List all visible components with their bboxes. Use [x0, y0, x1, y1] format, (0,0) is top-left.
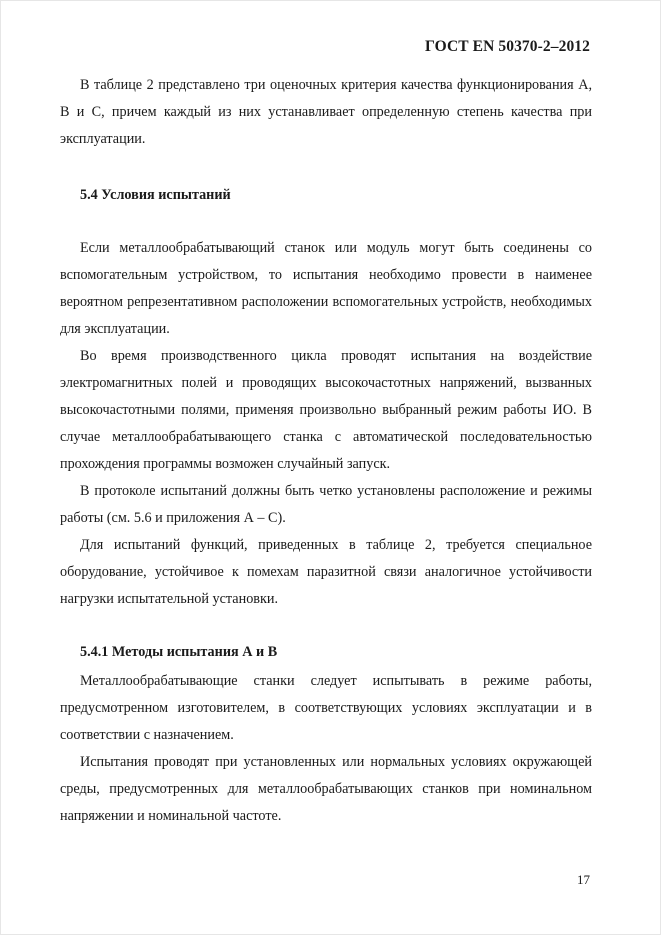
- paragraph-auxiliary-devices: Если металлообрабатывающий станок или модуль могут быть соединены со вспомогательным устройством, то испытания необходимо провести в наименее вероятном репрезентативном расположении вспомогательных устройств, необходимых для эксплуатации.: [60, 240, 592, 337]
- paragraph-special-equipment: Для испытаний функций, приведенных в таблице 2, требуется специальное оборудование, устойчивое к помехам паразитной связи аналогичное устойчивости нагрузки испытательной установки.: [60, 537, 592, 607]
- page-number: 17: [577, 872, 590, 887]
- section-5-4-body: [60, 235, 592, 613]
- intro-block: [60, 72, 592, 153]
- paragraph-environment-conditions: Испытания проводят при установленных или нормальных условиях окружающей среды, предусмотренных для металлообрабатывающих станков при номинальном напряжении и номинальной частоте.: [60, 754, 592, 824]
- paragraph-test-report: В протоколе испытаний должны быть четко установлены расположение и режимы работы (см. 5.6 и приложения А – С).: [60, 483, 592, 526]
- paragraph-operating-mode: Металлообрабатывающие станки следует испытывать в режиме работы, предусмотренном изготовителем, в соответствующих условиях эксплуатации и в соответствии с назначением.: [60, 673, 592, 743]
- section-5-4-heading: 5.4 Условия испытаний: [80, 187, 231, 203]
- intro-paragraph: В таблице 2 представлено три оценочных критерия качества функционирования А, В и С, причем каждый из них устанавливает определенную степень качества при эксплуатации.: [60, 77, 592, 147]
- paragraph-production-cycle: Во время производственного цикла проводят испытания на воздействие электромагнитных полей и проводящих высокочастотных напряжений, вызванных высокочастотными полями, применяя произвольно выбранный режим работы ИО. В случае металлообрабатывающего станка с автоматической последовательностью прохождения программы возможен случайный запуск.: [60, 348, 592, 472]
- standard-header: ГОСТ EN 50370-2–2012: [425, 38, 590, 55]
- section-5-4-1-body: [60, 668, 592, 830]
- section-5-4-1-heading: 5.4.1 Методы испытания А и В: [80, 644, 278, 660]
